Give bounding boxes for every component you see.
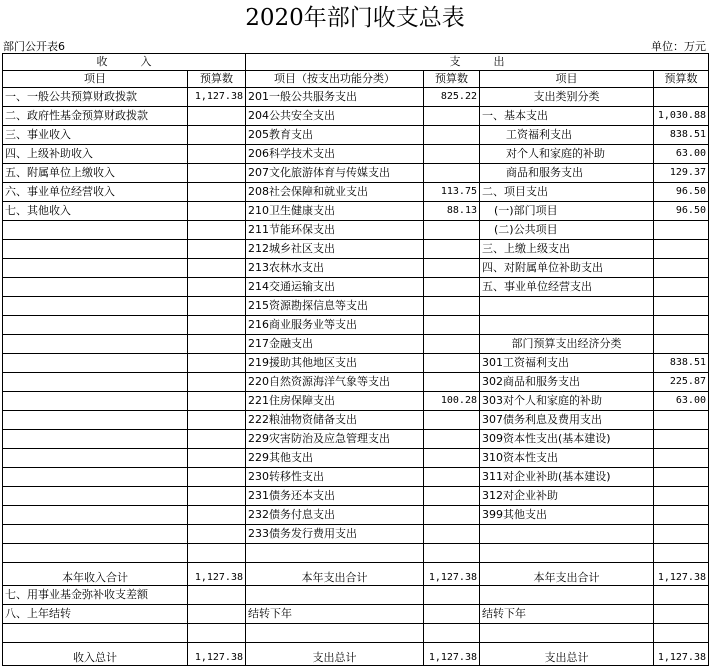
expense-grand-label: 支出总计 — [246, 643, 424, 666]
category-item: 311对企业补助(基本建设) — [480, 468, 654, 487]
func-budget — [424, 126, 480, 145]
table-row — [3, 373, 709, 392]
income-item — [3, 221, 188, 240]
func-budget — [424, 278, 480, 297]
category-budget: 63.00 — [654, 392, 709, 411]
func-item: 211节能环保支出 — [246, 221, 424, 240]
func-item: 215资源勘探信息等支出 — [246, 297, 424, 316]
func-item: 233债务发行费用支出 — [246, 525, 424, 544]
func-item: 201一般公共服务支出 — [246, 88, 424, 107]
income-budget — [188, 449, 246, 468]
income-item: 一、一般公共预算财政拨款 — [3, 88, 188, 107]
blank-row — [3, 544, 709, 563]
income-item — [3, 316, 188, 335]
income-budget — [188, 164, 246, 183]
category-budget — [654, 411, 709, 430]
income-item — [3, 506, 188, 525]
income-item: 七、其他收入 — [3, 202, 188, 221]
table-row — [3, 240, 709, 259]
income-budget — [188, 183, 246, 202]
category-item: 307债务利息及费用支出 — [480, 411, 654, 430]
income-budget — [188, 202, 246, 221]
func-item: 204公共安全支出 — [246, 107, 424, 126]
income-item — [3, 354, 188, 373]
expense-section-header: 支 出 — [246, 54, 709, 71]
category-budget: 225.87 — [654, 373, 709, 392]
func-item: 205教育支出 — [246, 126, 424, 145]
table-row — [3, 316, 709, 335]
expense-total-label: 本年支出合计 — [246, 563, 424, 586]
income-grand-label: 收入总计 — [3, 643, 188, 666]
category-item: 支出类别分类 — [480, 88, 654, 107]
table-row — [3, 354, 709, 373]
income-budget — [188, 335, 246, 354]
func-budget — [424, 430, 480, 449]
func-budget — [424, 145, 480, 164]
category-item: 四、对附属单位补助支出 — [480, 259, 654, 278]
income-total-value: 1,127.38 — [188, 563, 246, 586]
category-item: 302商品和服务支出 — [480, 373, 654, 392]
category-budget — [654, 221, 709, 240]
income-grand-value: 1,127.38 — [188, 643, 246, 666]
func-budget — [424, 107, 480, 126]
category-item: (一)部门项目 — [480, 202, 654, 221]
category-budget — [654, 430, 709, 449]
table-row — [3, 392, 709, 411]
table-row — [3, 411, 709, 430]
income-budget — [188, 145, 246, 164]
income-item — [3, 240, 188, 259]
func-item: 207文化旅游体育与传媒支出 — [246, 164, 424, 183]
func-budget — [424, 525, 480, 544]
func-item: 220自然资源海洋气象等支出 — [246, 373, 424, 392]
income-item: 二、政府性基金预算财政拨款 — [3, 107, 188, 126]
income-budget — [188, 259, 246, 278]
income-section-header: 收 入 — [3, 54, 246, 71]
category-budget — [654, 278, 709, 297]
func-item: 210卫生健康支出 — [246, 202, 424, 221]
category-item: 对个人和家庭的补助 — [480, 145, 654, 164]
expense2-grand-label: 支出总计 — [480, 643, 654, 666]
income-item: 三、事业收入 — [3, 126, 188, 145]
income-item: 四、上级补助收入 — [3, 145, 188, 164]
category-budget: 96.50 — [654, 202, 709, 221]
table-row — [3, 164, 709, 183]
section-header-row — [3, 54, 709, 71]
category-budget: 1,030.88 — [654, 107, 709, 126]
func-item: 219援助其他地区支出 — [246, 354, 424, 373]
year-total-row — [3, 563, 709, 586]
table-row — [3, 183, 709, 202]
func-item: 229其他支出 — [246, 449, 424, 468]
category-budget — [654, 259, 709, 278]
category-item: 五、事业单位经营支出 — [480, 278, 654, 297]
func-item: 222粮油物资储备支出 — [246, 411, 424, 430]
func-item: 232债务付息支出 — [246, 506, 424, 525]
income-budget — [188, 430, 246, 449]
func-item: 231债务还本支出 — [246, 487, 424, 506]
col-header-item: 项目 — [480, 71, 654, 88]
category-item: 一、基本支出 — [480, 107, 654, 126]
income-item — [3, 449, 188, 468]
income-item: 六、事业单位经营收入 — [3, 183, 188, 202]
income-budget — [188, 411, 246, 430]
col-header-budget: 预算数 — [424, 71, 480, 88]
income-item — [3, 487, 188, 506]
func-item: 212城乡社区支出 — [246, 240, 424, 259]
category-item: 商品和服务支出 — [480, 164, 654, 183]
expense2-total-label: 本年支出合计 — [480, 563, 654, 586]
income-item — [3, 392, 188, 411]
func-item: 217金融支出 — [246, 335, 424, 354]
func-budget: 113.75 — [424, 183, 480, 202]
income-budget — [188, 525, 246, 544]
table-row — [3, 449, 709, 468]
income-item — [3, 468, 188, 487]
category-budget: 838.51 — [654, 126, 709, 145]
fund-row — [3, 586, 709, 605]
category-budget — [654, 449, 709, 468]
func-item: 213农林水支出 — [246, 259, 424, 278]
carryover-row — [3, 605, 709, 624]
column-header-row — [3, 71, 709, 88]
grand-total-row — [3, 643, 709, 666]
income-budget — [188, 126, 246, 145]
expense2-total-value: 1,127.38 — [654, 563, 709, 586]
func-budget — [424, 373, 480, 392]
table-row — [3, 506, 709, 525]
income-item — [3, 278, 188, 297]
table-row — [3, 487, 709, 506]
table-row — [3, 126, 709, 145]
func-budget — [424, 221, 480, 240]
category-budget: 96.50 — [654, 183, 709, 202]
category-budget: 838.51 — [654, 354, 709, 373]
income-item — [3, 430, 188, 449]
func-budget: 88.13 — [424, 202, 480, 221]
table-row — [3, 259, 709, 278]
col-header-budget: 预算数 — [654, 71, 709, 88]
expense2-grand-value: 1,127.38 — [654, 643, 709, 666]
category-item: 310资本性支出 — [480, 449, 654, 468]
income-budget — [188, 278, 246, 297]
income-item — [3, 373, 188, 392]
table-row — [3, 278, 709, 297]
func-budget — [424, 240, 480, 259]
func-budget — [424, 354, 480, 373]
income-budget — [188, 506, 246, 525]
func-budget — [424, 297, 480, 316]
func-item: 230转移性支出 — [246, 468, 424, 487]
category-item: (二)公共项目 — [480, 221, 654, 240]
category-item: 二、项目支出 — [480, 183, 654, 202]
category-item: 部门预算支出经济分类 — [480, 335, 654, 354]
income-budget — [188, 221, 246, 240]
category-item: 三、上缴上级支出 — [480, 240, 654, 259]
income-item — [3, 335, 188, 354]
category-budget — [654, 88, 709, 107]
category-budget — [654, 468, 709, 487]
func-item: 229灾害防治及应急管理支出 — [246, 430, 424, 449]
category-budget — [654, 335, 709, 354]
income-item — [3, 297, 188, 316]
page-title: 2020年部门收支总表 — [245, 5, 465, 31]
category-item: 399其他支出 — [480, 506, 654, 525]
category-item — [480, 297, 654, 316]
table-row — [3, 221, 709, 240]
carry-forward-label: 结转下年 — [246, 605, 424, 624]
income-item — [3, 259, 188, 278]
income-budget — [188, 297, 246, 316]
category-item — [480, 525, 654, 544]
func-budget: 100.28 — [424, 392, 480, 411]
func-item: 221住房保障支出 — [246, 392, 424, 411]
form-number: 部门公开表6 — [3, 40, 65, 53]
func-budget — [424, 316, 480, 335]
budget-table — [2, 53, 709, 666]
income-budget — [188, 392, 246, 411]
category-budget — [654, 240, 709, 259]
category-item: 312对企业补助 — [480, 487, 654, 506]
category-budget — [654, 316, 709, 335]
fund-label: 七、用事业基金弥补收支差额 — [3, 586, 188, 605]
table-row — [3, 202, 709, 221]
income-total-label: 本年收入合计 — [3, 563, 188, 586]
category-item — [480, 316, 654, 335]
func-item: 208社会保障和就业支出 — [246, 183, 424, 202]
func-budget: 825.22 — [424, 88, 480, 107]
func-budget — [424, 449, 480, 468]
income-item: 五、附属单位上缴收入 — [3, 164, 188, 183]
col-header-item: 项目 — [3, 71, 188, 88]
category-item: 303对个人和家庭的补助 — [480, 392, 654, 411]
income-budget — [188, 373, 246, 392]
category-budget — [654, 525, 709, 544]
income-item — [3, 525, 188, 544]
func-item: 216商业服务业等支出 — [246, 316, 424, 335]
blank-row — [3, 624, 709, 643]
carry-forward-label-2: 结转下年 — [480, 605, 654, 624]
table-row — [3, 107, 709, 126]
table-row — [3, 468, 709, 487]
income-budget: 1,127.38 — [188, 88, 246, 107]
income-budget — [188, 107, 246, 126]
col-header-budget: 预算数 — [188, 71, 246, 88]
income-budget — [188, 468, 246, 487]
func-item: 206科学技术支出 — [246, 145, 424, 164]
expense-grand-value: 1,127.38 — [424, 643, 480, 666]
income-budget — [188, 316, 246, 335]
col-header-func: 项目（按支出功能分类） — [246, 71, 424, 88]
func-budget — [424, 468, 480, 487]
unit-label: 单位：万元 — [651, 40, 706, 53]
category-budget: 63.00 — [654, 145, 709, 164]
income-budget — [188, 240, 246, 259]
category-budget — [654, 297, 709, 316]
func-budget — [424, 259, 480, 278]
func-item: 214交通运输支出 — [246, 278, 424, 297]
table-row — [3, 335, 709, 354]
table-row — [3, 88, 709, 107]
func-budget — [424, 335, 480, 354]
table-row — [3, 145, 709, 164]
income-item — [3, 411, 188, 430]
income-budget — [188, 487, 246, 506]
category-budget — [654, 487, 709, 506]
table-row — [3, 525, 709, 544]
category-item: 301工资福利支出 — [480, 354, 654, 373]
category-item: 工资福利支出 — [480, 126, 654, 145]
carryover-label: 八、上年结转 — [3, 605, 188, 624]
table-row — [3, 297, 709, 316]
expense-total-value: 1,127.38 — [424, 563, 480, 586]
func-budget — [424, 164, 480, 183]
category-budget: 129.37 — [654, 164, 709, 183]
func-budget — [424, 487, 480, 506]
func-budget — [424, 506, 480, 525]
category-item: 309资本性支出(基本建设) — [480, 430, 654, 449]
func-budget — [424, 411, 480, 430]
table-row — [3, 430, 709, 449]
income-budget — [188, 354, 246, 373]
category-budget — [654, 506, 709, 525]
